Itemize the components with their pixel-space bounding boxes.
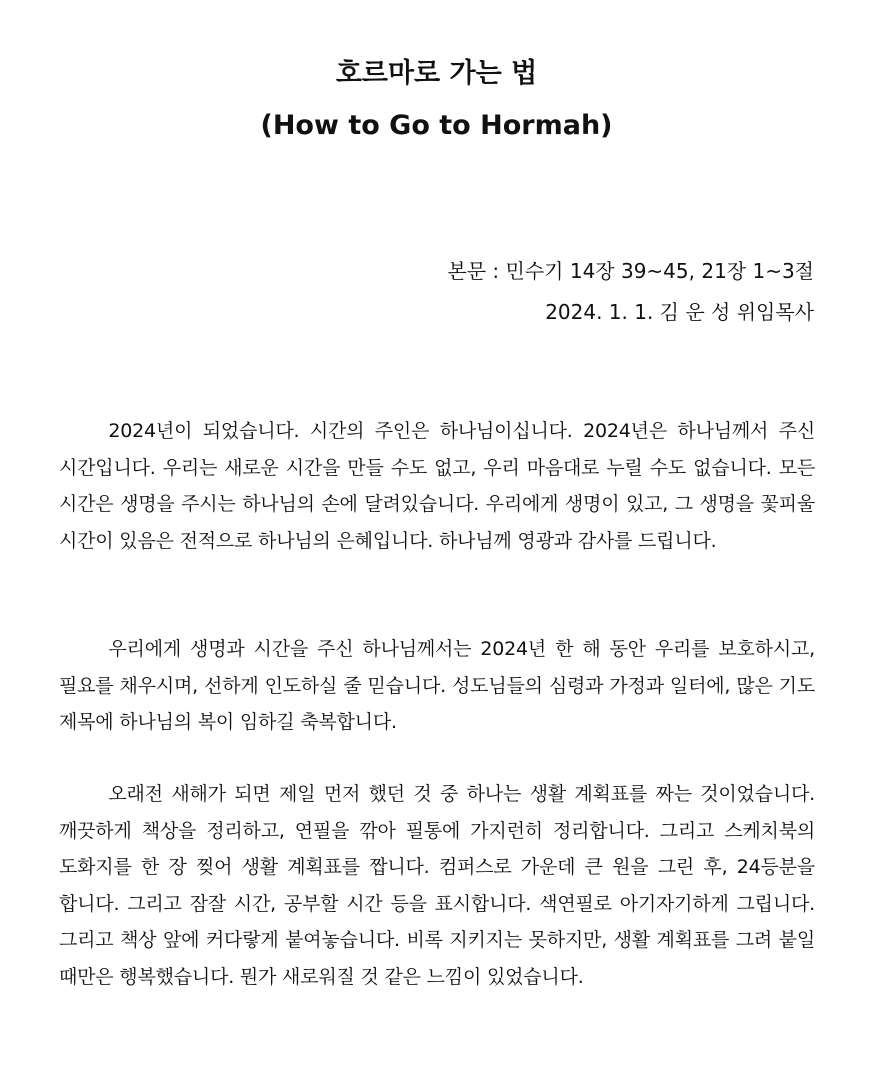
date-and-author: 2024. 1. 1. 김 운 성 위임목사 <box>545 300 814 324</box>
body-paragraph: 오래전 새해가 되면 제일 먼저 했던 것 중 하나는 생활 계획표를 짜는 것이었습니다. 깨끗하게 책상을 정리하고, 연필을 깎아 필통에 가지런히 정리합니다. 그리고 스케치북의 도화지를 한 장 찢어 생활 계획표를 짭니다. 컴퍼스로 가운데 큰 원을 그린 후, 24등분을 합니다. 그리고 잠잘 시간, 공부할 시간 등을 표시합니다. 색연필로 아기자기하게 그립니다. 그리고 책상 앞에 커다랗게 붙여놓습니다. 비록 지키지는 못하지만, 생활 계획표를 그려 붙일 때만은 행복했습니다. 뭔가 새로워질 것 같은 느낌이 있었습니다. <box>59 783 815 988</box>
body-paragraph: 우리에게 생명과 시간을 주신 하나님께서는 2024년 한 해 동안 우리를 보호하시고, 필요를 채우시며, 선하게 인도하실 줄 믿습니다. 성도님들의 심령과 가정과 일터에, 많은 기도 제목에 하나님의 복이 임하길 축복합니다. <box>59 638 815 733</box>
sermon-title-english: (How to Go to Hormah) <box>260 110 613 141</box>
body-paragraph: 2024년이 되었습니다. 시간의 주인은 하나님이십니다. 2024년은 하나님께서 주신 시간입니다. 우리는 새로운 시간을 만들 수도 없고, 우리 마음대로 누릴 수도 없습니다. 모든 시간은 생명을 주시는 하나님의 손에 달려있습니다. 우리에게 생명이 있고, 그 생명을 꽃피울 시간이 있음은 전적으로 하나님의 은혜입니다. 하나님께 영광과 감사를 드립니다. <box>59 420 815 552</box>
scripture-reference: 본문 : 민수기 14장 39~45, 21장 1~3절 <box>447 259 814 283</box>
sermon-title: 호르마로 가는 법 <box>335 58 538 89</box>
